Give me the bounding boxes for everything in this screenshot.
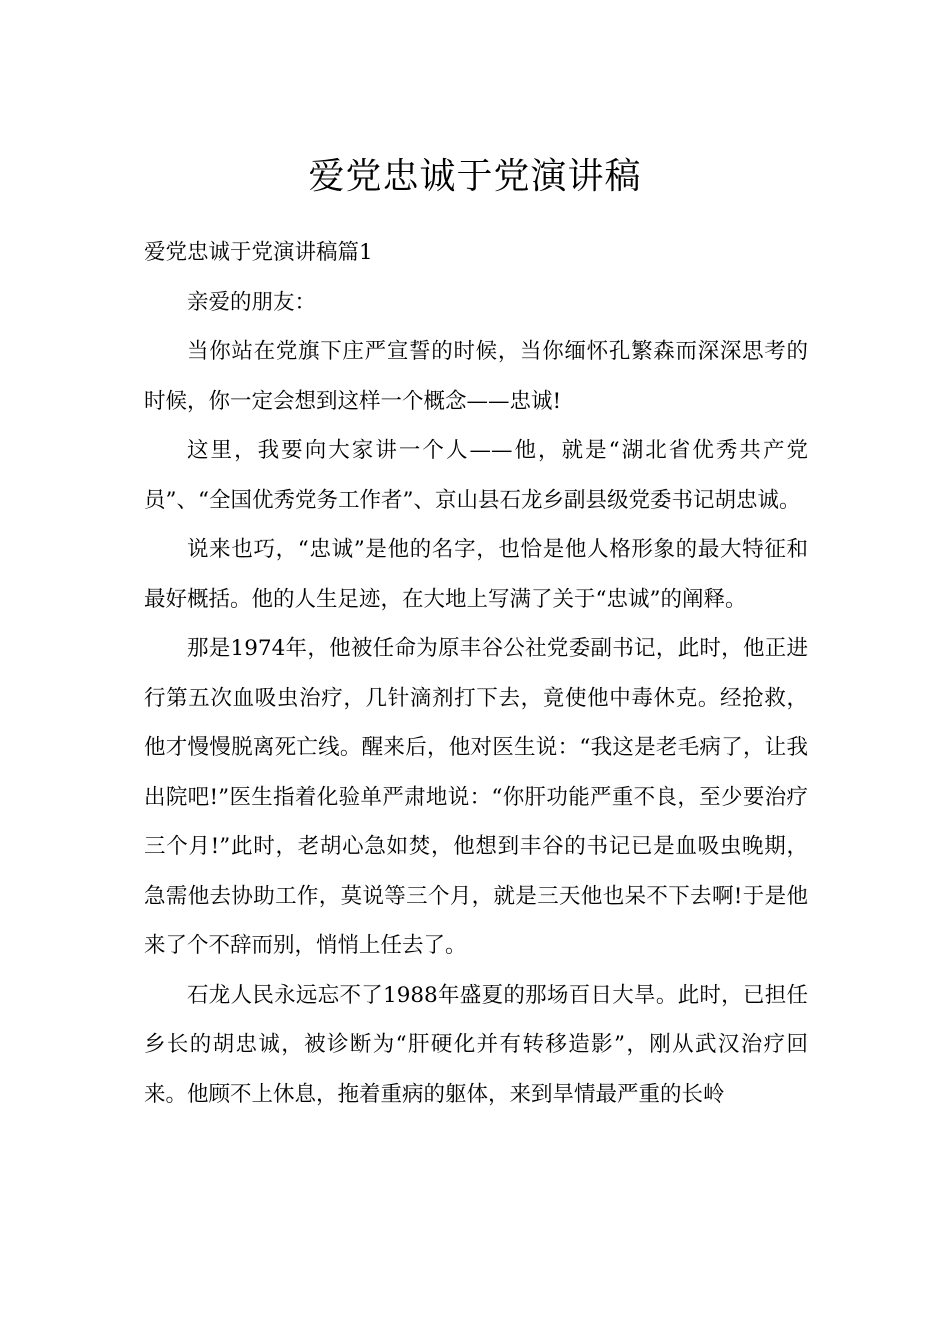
document-title: 爱党忠诚于党演讲稿 bbox=[308, 156, 642, 198]
section-heading: 爱党忠诚于党演讲稿篇1 bbox=[144, 240, 373, 265]
body-paragraph: 说来也巧，“忠诚”是他的名字，也恰是他人格形象的最大特征和最好概括。他的人生足迹，在大地上写满了关于“忠诚”的阐释。 bbox=[144, 537, 808, 612]
document-body bbox=[144, 228, 808, 1119]
body-paragraph: 这里，我要向大家讲一个人——他，就是“湖北省优秀共产党员”、“全国优秀党务工作者”、京山县石龙乡副县级党委书记胡忠诚。 bbox=[144, 438, 808, 513]
salutation-paragraph: 亲爱的朋友： bbox=[187, 289, 317, 315]
body-paragraph: 当你站在党旗下庄严宣誓的时候，当你缅怀孔繁森而深深思考的时候，你一定会想到这样一个概念——忠诚! bbox=[144, 339, 808, 414]
body-paragraph: 那是1974年，他被任命为原丰谷公社党委副书记，此时，他正进行第五次血吸虫治疗，几针滴剂打下去，竟使他中毒休克。经抢救，他才慢慢脱离死亡线。醒来后，他对医生说：“我这是老毛病了，让我出院吧!”医生指着化验单严肃地说：“你肝功能严重不良，至少要治疗三个月!”此时，老胡心急如焚，他想到丰谷的书记已是血吸虫晚期，急需他去协助工作，莫说等三个月，就是三天他也呆不下去啊!于是他来了个不辞而别，悄悄上任去了。 bbox=[144, 636, 808, 958]
body-paragraph: 石龙人民永远忘不了1988年盛夏的那场百日大旱。此时，已担任乡长的胡忠诚，被诊断为“肝硬化并有转移造影”，刚从武汉治疗回来。他顾不上休息，拖着重病的躯体，来到旱情最严重的长岭 bbox=[144, 982, 808, 1107]
